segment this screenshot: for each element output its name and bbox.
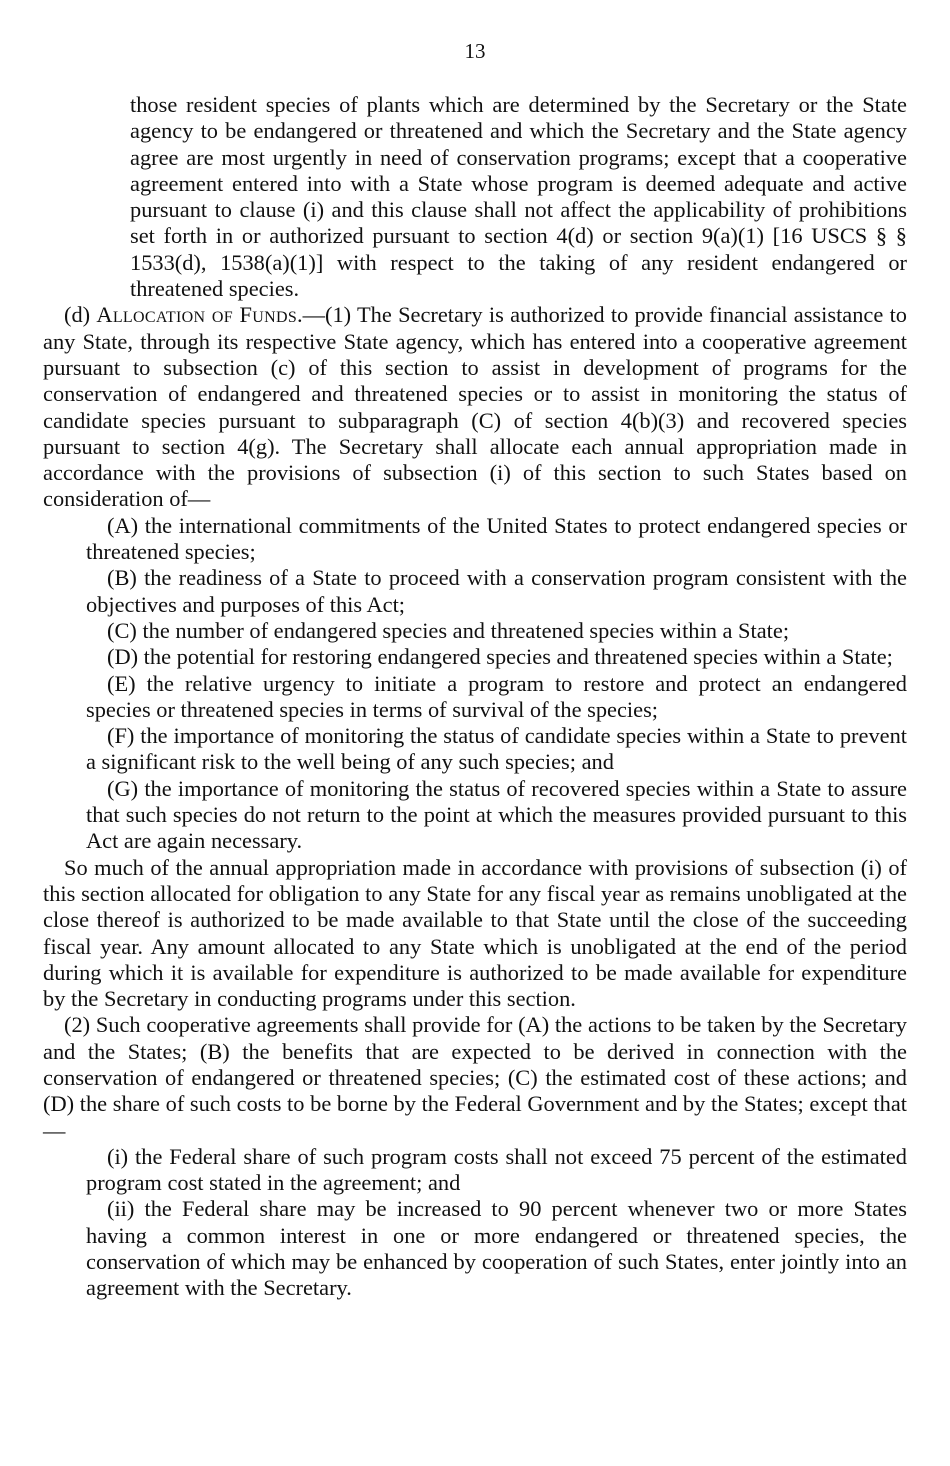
federal-share-item-ii: (ii) the Federal share may be increased to 90 percent whenever two or more States having a common interest in one or more endangered or threatened species, the conservation of which may be enhanced by cooperation of such States, enter jointly into an agreement with the Secretary. xyxy=(86,1196,907,1301)
page-number: 13 xyxy=(464,39,486,63)
document-body xyxy=(43,92,907,1302)
unobligated-funds-paragraph: So much of the annual appropriation made in accordance with provisions of subsection (i) of this section allocated for obligation to any State for any fiscal year as remains unobligated at the close thereof is authorized to be made available to that State until the close of the succeeding fiscal year. Any amount allocated to any State which is unobligated at the end of the period during which it is available for expenditure is authorized to be made available for expenditure by the Secretary in conducting programs under this section. xyxy=(43,854,907,1012)
consideration-item-d: (D) the potential for restoring endangered species and threatened species within a State; xyxy=(107,644,893,670)
section-d-label: (d) xyxy=(64,302,91,328)
section-d-paragraph-2: (2) Such cooperative agreements shall provide for (A) the actions to be taken by the Secretary and the States; (B) the benefits that are expected to be derived in connection with the conservation of endangered or threatened species; (C) the estimated cost of these actions; and (D) the share of such costs to be borne by the Federal Government and by the States; except that— xyxy=(43,1012,907,1143)
consideration-item-f: (F) the importance of monitoring the status of candidate species within a State to prevent a significant risk to the well being of any such species; and xyxy=(86,723,907,775)
federal-share-item-i: (i) the Federal share of such program costs shall not exceed 75 percent of the estimated program cost stated in the agreement; and xyxy=(86,1143,907,1196)
consideration-item-b: (B) the readiness of a State to proceed with a conservation program consistent with the objectives and purposes of this Act; xyxy=(86,565,907,617)
section-d-heading: Allocation of Funds xyxy=(96,302,298,328)
section-d-paragraph-1 xyxy=(43,302,907,512)
consideration-item-a: (A) the international commitments of the United States to protect endangered species or threatened species; xyxy=(86,512,907,565)
section-d-heading-dash: .— xyxy=(297,302,326,328)
consideration-item-c: (C) the number of endangered species and threatened species within a State; xyxy=(107,617,790,643)
clause-continuation: those resident species of plants which are determined by the Secretary or the State agency to be endangered or threatened and which the Secretary and the State agency agree are most urgently in need of conservation programs; except that a cooperative agreement entered into with a State whose program is deemed adequate and active pursuant to clause (i) and this clause shall not affect the applicability of prohibitions set forth in or authorized pursuant to section 4(d) or section 9(a)(1) [16 USCS § § 1533(d), 1538(a)(1)] with respect to the taking of any resident endangered or threatened species. xyxy=(130,92,907,302)
consideration-item-g: (G) the importance of monitoring the status of recovered species within a State to assure that such species do not return to the point at which the measures provided pursuant to this Act are again necessary. xyxy=(86,775,907,854)
consideration-item-e: (E) the relative urgency to initiate a program to restore and protect an endangered species or threatened species in terms of survival of the species; xyxy=(86,670,907,722)
section-d-body: (1) The Secretary is authorized to provide financial assistance to any State, through its respective State agency, which has entered into a cooperative agreement pursuant to subsection (c) of this section to assist in development of programs for the conservation of endangered and threatened species or to assist in monitoring the status of candidate species pursuant to subparagraph (C) of section 4(b)(3) and recovered species pursuant to section 4(g). The Secretary shall allocate each annual appropriation made in accordance with the provisions of subsection (i) of this section to such States based on consideration of— xyxy=(43,302,907,512)
